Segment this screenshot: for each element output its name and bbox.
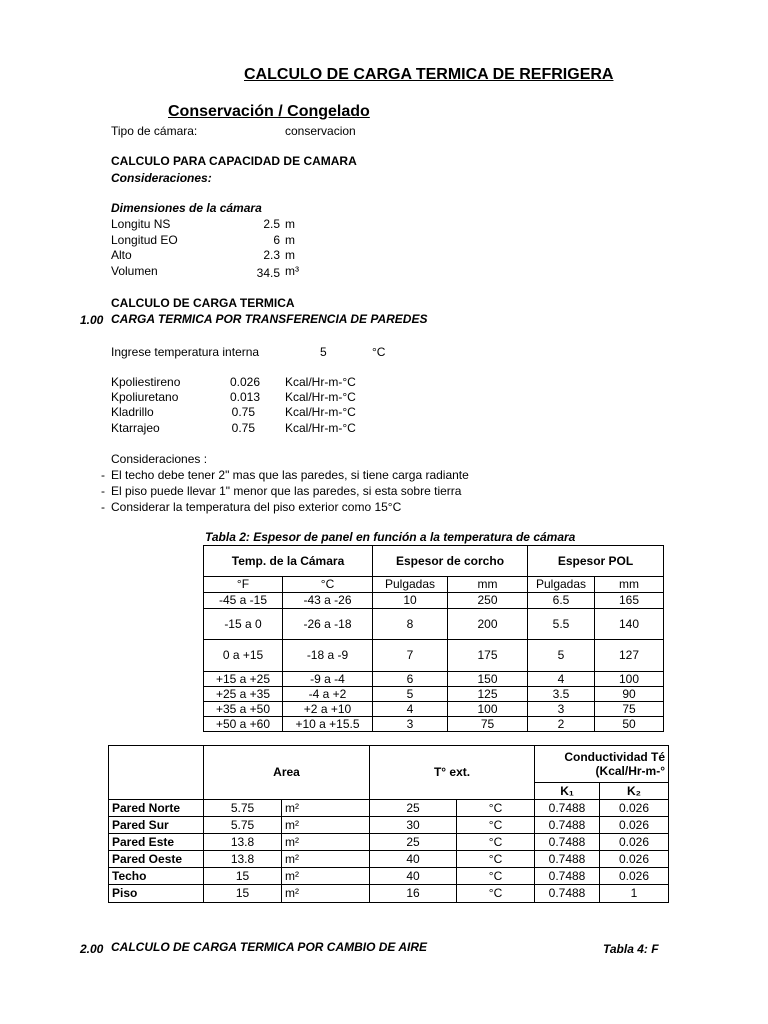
table-cell: °C: [457, 800, 535, 817]
table-cell: 100: [448, 702, 528, 717]
conductivity-unit: Kcal/Hr-m-°C: [285, 375, 356, 389]
col-header-k1: K₁: [535, 783, 600, 800]
table-cell: 0.026: [600, 851, 669, 868]
table-cell: 0.7488: [535, 868, 600, 885]
dimension-unit: m: [285, 233, 295, 247]
table-cell: 30: [370, 817, 457, 834]
table-cell: 40: [370, 868, 457, 885]
table-cell: -9 a -4: [283, 672, 373, 687]
table-cell: 0.7488: [535, 800, 600, 817]
considerations-heading: Consideraciones:: [111, 171, 212, 185]
table-row: [204, 717, 664, 732]
section1-title: CARGA TERMICA POR TRANSFERENCIA DE PAREDES: [111, 312, 428, 326]
table2-caption: Tabla 2: Espesor de panel en función a la temperatura de cámara: [205, 530, 576, 544]
table-cell: 5.75: [204, 817, 282, 834]
dimension-unit: m: [285, 217, 295, 231]
table-cell: 75: [595, 702, 664, 717]
col-subheader: °F: [204, 577, 283, 593]
conductivity-value: 0.75: [231, 421, 255, 435]
table-cell: 125: [448, 687, 528, 702]
col-header-area: Area: [204, 746, 370, 800]
dimension-value: 34.5: [256, 266, 280, 280]
table-row: [204, 672, 664, 687]
table-cell: 25: [370, 800, 457, 817]
conductivity-value: 0.013: [229, 390, 260, 404]
table-cell: +50 a +60: [204, 717, 283, 732]
table-cell: 16: [370, 885, 457, 903]
col-subheader: mm: [448, 577, 528, 593]
table-cell: 6.5: [528, 593, 595, 609]
table-cell: 6: [373, 672, 448, 687]
table-cell: 4: [373, 702, 448, 717]
table-cell: +2 a +10: [283, 702, 373, 717]
table-cell: 140: [595, 609, 664, 640]
table-cell: 250: [448, 593, 528, 609]
table-cell: 50: [595, 717, 664, 732]
section2-number: 2.00: [80, 942, 104, 956]
dimension-label: Volumen: [111, 264, 158, 278]
col-header-conductivity: [535, 746, 669, 783]
col-subheader: Pulgadas: [528, 577, 595, 593]
table-cell: 7: [373, 640, 448, 672]
table-cell: 175: [448, 640, 528, 672]
table-row: [204, 640, 664, 672]
table-row: [109, 817, 669, 834]
table-cell: -18 a -9: [283, 640, 373, 672]
table-cell: °C: [457, 868, 535, 885]
table4-label: Tabla 4: F: [603, 942, 659, 956]
table-cell: 5.75: [204, 800, 282, 817]
thermal-heading: CALCULO DE CARGA TERMICA: [111, 296, 295, 310]
note-bullet: -: [101, 500, 105, 514]
table-cell: 0.026: [600, 800, 669, 817]
col-header: Espesor de corcho: [373, 546, 528, 577]
dimension-label: Longitu NS: [111, 217, 171, 231]
conductivity-unit: (Kcal/Hr-m-°: [595, 764, 666, 778]
table-subheader-row: [204, 577, 664, 593]
table-cell: m²: [282, 817, 370, 834]
table-cell: 0.026: [600, 834, 669, 851]
table-cell: 0.7488: [535, 834, 600, 851]
table-cell: °C: [457, 885, 535, 903]
table-row: [204, 593, 664, 609]
table-row: [109, 834, 669, 851]
table-cell: m²: [282, 800, 370, 817]
note-item: El piso puede llevar 1" menor que las paredes, si esta sobre tierra: [111, 484, 462, 498]
table-cell: m²: [282, 885, 370, 903]
table-cell: 13.8: [204, 834, 282, 851]
wall-name: Pared Oeste: [109, 851, 204, 868]
table-cell: m²: [282, 834, 370, 851]
table-cell: 5: [528, 640, 595, 672]
table-row: [109, 851, 669, 868]
conductivity-unit: Kcal/Hr-m-°C: [285, 405, 356, 419]
table-row: [204, 702, 664, 717]
conductivity-label: Kpoliuretano: [111, 390, 179, 404]
col-header-k2: K₂: [600, 783, 669, 800]
table-cell: 200: [448, 609, 528, 640]
table-cell: 0.026: [600, 817, 669, 834]
table-cell: 10: [373, 593, 448, 609]
table-cell: m²: [282, 851, 370, 868]
table-cell: 15: [204, 885, 282, 903]
internal-temp-label: Ingrese temperatura interna: [111, 345, 260, 359]
wall-name: Piso: [109, 885, 204, 903]
note-item: Considerar la temperatura del piso exterior como 15°C: [111, 500, 402, 514]
table-cell: 2: [528, 717, 595, 732]
col-header-text: T° ext.: [370, 746, 535, 800]
dimensions-heading: Dimensiones de la cámara: [111, 201, 262, 215]
table-cell: °C: [457, 834, 535, 851]
table-cell: 0.7488: [535, 885, 600, 903]
table-cell: 5: [373, 687, 448, 702]
table-row: [204, 609, 664, 640]
table-cell: 13.8: [204, 851, 282, 868]
conductivity-title: Conductividad Té: [564, 750, 666, 764]
col-subheader: mm: [595, 577, 664, 593]
table-cell: 100: [595, 672, 664, 687]
table-cell: 1: [600, 885, 669, 903]
table-cell: 0.7488: [535, 817, 600, 834]
table-cell: 3: [528, 702, 595, 717]
dimension-label: Alto: [111, 248, 132, 262]
internal-temp-value[interactable]: 5: [320, 345, 327, 359]
table-cell: 165: [595, 593, 664, 609]
table-cell: +10 a +15.5: [283, 717, 373, 732]
col-subheader: Pulgadas: [373, 577, 448, 593]
table-cell: +25 a +35: [204, 687, 283, 702]
conductivity-label: Kladrillo: [111, 405, 154, 419]
notes-heading: Consideraciones :: [111, 452, 208, 466]
wall-name: Pared Este: [109, 834, 204, 851]
table-cell: -4 a +2: [283, 687, 373, 702]
capacity-heading: CALCULO PARA CAPACIDAD DE CAMARA: [111, 154, 357, 168]
section1-number: 1.00: [80, 313, 104, 327]
table-cell: -43 a -26: [283, 593, 373, 609]
table-cell: °C: [457, 851, 535, 868]
table-row: [109, 885, 669, 903]
table-cell: 5.5: [528, 609, 595, 640]
wall-name: Techo: [109, 868, 204, 885]
document-subtitle: Conservación / Congelado: [168, 103, 370, 120]
walls-table: [108, 745, 669, 903]
table-header-row: [109, 746, 669, 783]
table-cell: -15 a 0: [204, 609, 283, 640]
table-cell: 0 a +15: [204, 640, 283, 672]
table-row: [109, 800, 669, 817]
table-cell: 3.5: [528, 687, 595, 702]
table-cell: m²: [282, 868, 370, 885]
dimension-unit: m: [285, 248, 295, 262]
document-title: CALCULO DE CARGA TERMICA DE REFRIGERA: [244, 66, 614, 83]
dimension-unit: m³: [285, 264, 299, 278]
camera-type-value: conservacion: [285, 124, 356, 138]
table-cell: 0.026: [600, 868, 669, 885]
conductivity-value: 0.026: [229, 375, 260, 389]
table-cell: °C: [457, 817, 535, 834]
col-subheader: °C: [283, 577, 373, 593]
dimension-label: Longitud EO: [111, 233, 178, 247]
table-cell: 40: [370, 851, 457, 868]
panel-thickness-table: [203, 545, 664, 732]
table-cell: 8: [373, 609, 448, 640]
note-bullet: -: [101, 468, 105, 482]
col-header: Temp. de la Cámara: [204, 546, 373, 577]
table-cell: -26 a -18: [283, 609, 373, 640]
wall-name: Pared Norte: [109, 800, 204, 817]
table-cell: 75: [448, 717, 528, 732]
col-header: Espesor POL: [528, 546, 664, 577]
dimension-value: 6: [273, 233, 280, 247]
table-cell: +15 a +25: [204, 672, 283, 687]
dimension-value: 2.5: [263, 217, 280, 231]
conductivity-unit: Kcal/Hr-m-°C: [285, 390, 356, 404]
note-bullet: -: [101, 484, 105, 498]
table-cell: -45 a -15: [204, 593, 283, 609]
table-cell: 0.7488: [535, 851, 600, 868]
table-cell: 90: [595, 687, 664, 702]
table-cell: 3: [373, 717, 448, 732]
conductivity-unit: Kcal/Hr-m-°C: [285, 421, 356, 435]
internal-temp-unit: °C: [372, 345, 386, 359]
table-cell: 127: [595, 640, 664, 672]
conductivity-value: 0.75: [231, 405, 255, 419]
wall-name: Pared Sur: [109, 817, 204, 834]
table-cell: 25: [370, 834, 457, 851]
table-row: [204, 687, 664, 702]
table-cell: 15: [204, 868, 282, 885]
table-header-row: [204, 546, 664, 577]
table-cell: 150: [448, 672, 528, 687]
blank-header-cell: [109, 746, 204, 800]
table-cell: +35 a +50: [204, 702, 283, 717]
conductivity-label: Kpoliestireno: [111, 375, 181, 389]
dimension-value: 2.3: [263, 248, 280, 262]
table-row: [109, 868, 669, 885]
table-cell: 4: [528, 672, 595, 687]
camera-type-label: Tipo de cámara:: [111, 124, 198, 138]
note-item: El techo debe tener 2" mas que las paredes, si tiene carga radiante: [111, 468, 469, 482]
section2-title: CALCULO DE CARGA TERMICA POR CAMBIO DE AIRE: [111, 940, 427, 954]
conductivity-label: Ktarrajeo: [111, 421, 160, 435]
